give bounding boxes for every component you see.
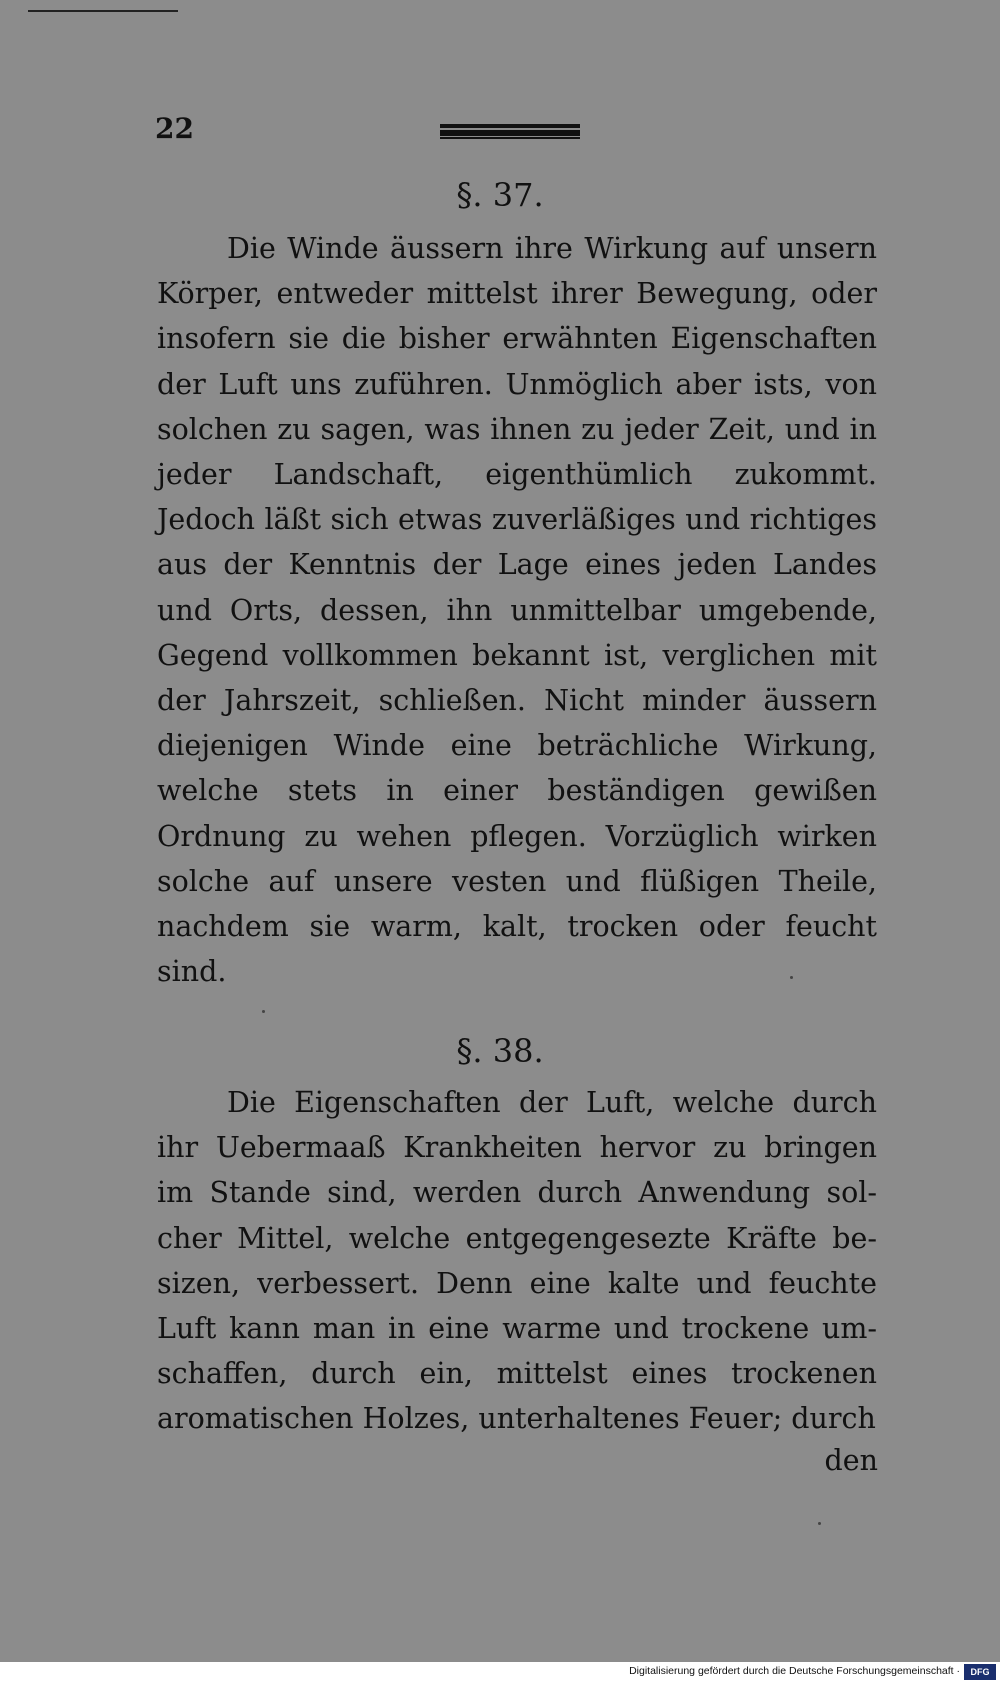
ornament-bar [440, 124, 580, 128]
ornament-bar [440, 130, 580, 136]
paragraph-section-37: Die Winde äussern ihre Wirkung auf unsern Körper, entweder mittelst ihrer Bewegung, oder insofern sie die bisher erwähnten Eigenschaften der Luft uns zuführen. Unmöglich aber ists, von solchen zu sagen, was ihnen zu jeder Zeit, und in jeder Landschaft, eigenthümlich zukommt. Jedoch läßt sich etwas zuverläßiges und richtiges aus der Kenntnis der Lage eines jeden Landes und Orts, dessen, ihn unmittelbar umgebende, Gegend vollkommen bekannt ist, verglichen mit der Jahrszeit, schließen. Nicht minder äussern diejenigen Winde eine beträchliche Wirkung, welche stets in einer beständigen gewißen Ordnung zu wehen pflegen. Vorzüglich wirken solche auf unsere vesten und flüßigen Theile, nachdem sie warm, kalt, trocken oder feucht sind. [157, 232, 877, 989]
catchword: den [824, 1444, 878, 1477]
header-ornament [440, 124, 580, 140]
top-rule [28, 10, 178, 12]
dfg-logo-icon: DFG [964, 1664, 996, 1680]
footer-bar [0, 1662, 1000, 1683]
scan-speck [818, 1522, 821, 1525]
scan-speck [790, 976, 793, 979]
section-heading-37: §. 37. [456, 176, 544, 214]
page-number: 22 [155, 112, 194, 145]
paragraph-section-38: Die Eigenschaften der Luft, welche durch ihr Uebermaaß Krankheiten hervor zu bringen im Stande sind, werden durch Anwendung solcher Mittel, welche entgegengesezte Kräfte besizen, verbessert. Denn eine kalte und feuchte Luft kann man in eine warme und trockene umschaffen, durch ein, mittelst eines trockenen aromatischen Holzes, unterhaltenes Feuer; durch [157, 1086, 877, 1436]
section-heading-38: §. 38. [456, 1032, 544, 1070]
footer-credit: Digitalisierung gefördert durch die Deutsche Forschungsgemeinschaft · [629, 1665, 960, 1677]
scan-speck [262, 1010, 265, 1013]
ornament-bar [440, 137, 580, 139]
